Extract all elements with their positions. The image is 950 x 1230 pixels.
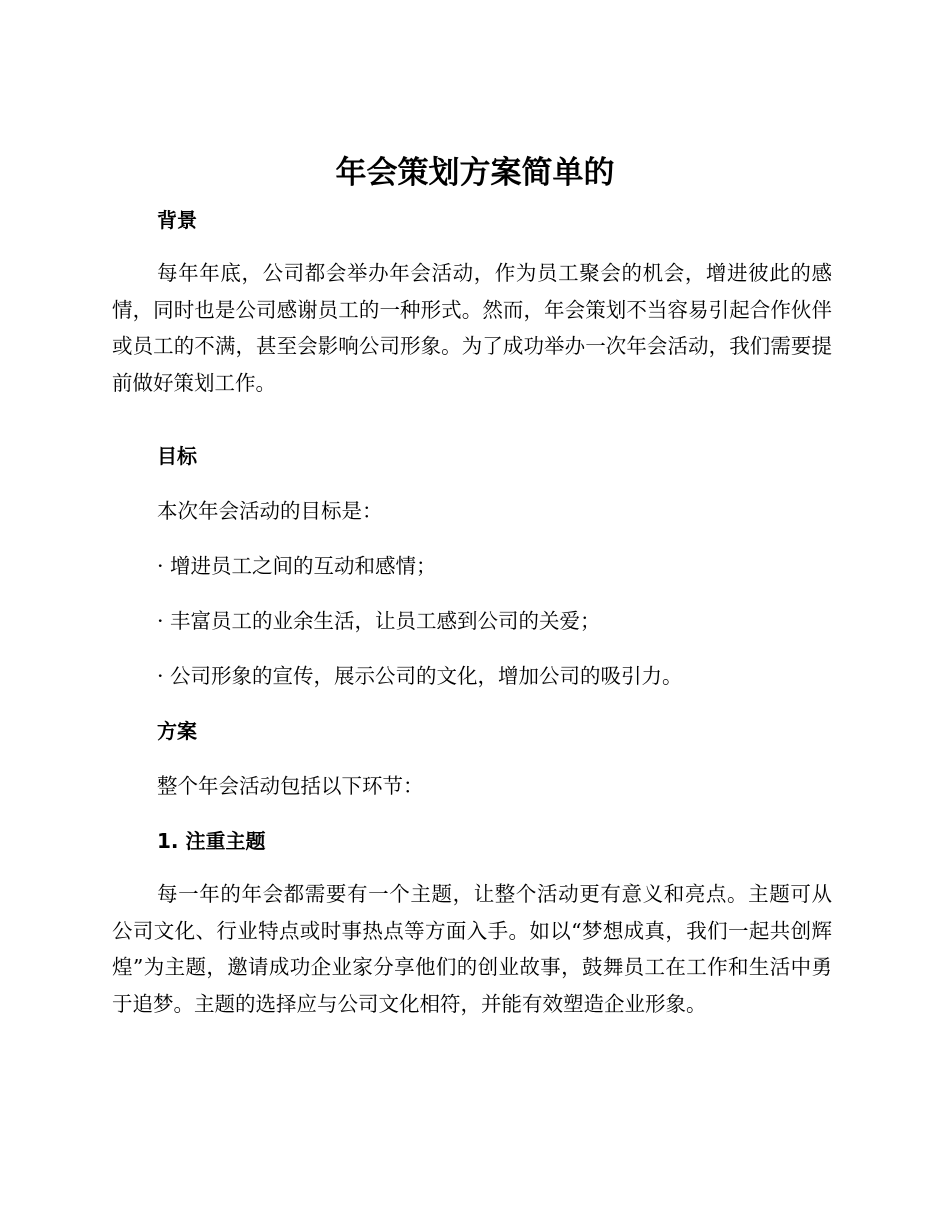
subheading-theme: 1. 注重主题 — [157, 829, 266, 853]
document-title: 年会策划方案简单的 — [335, 155, 615, 191]
goals-intro: 本次年会活动的目标是： — [157, 499, 383, 523]
heading-plan: 方案 — [157, 719, 197, 743]
plan-intro: 整个年会活动包括以下环节： — [157, 774, 424, 798]
goal-item-3: · 公司形象的宣传，展示公司的文化，增加公司的吸引力。 — [157, 664, 683, 688]
paragraph-theme: 每一年的年会都需要有一个主题，让整个活动更有意义和亮点。主题可从公司文化、行业特点或时事热点等方面入手。如以“梦想成真，我们一起共创辉煌”为主题，邀请成功企业家分享他们的创业故事，鼓舞员工在工作和生活中勇于追梦。主题的选择应与公司文化相符，并能有效塑造企业形象。 — [112, 882, 832, 1016]
heading-goals: 目标 — [157, 444, 197, 468]
paragraph-background: 每年年底，公司都会举办年会活动，作为员工聚会的机会，增进彼此的感情，同时也是公司感谢员工的一种形式。然而，年会策划不当容易引起合作伙伴或员工的不满，甚至会影响公司形象。为了成功举办一次年会活动，我们需要提前做好策划工作。 — [112, 261, 832, 395]
goal-item-1: · 增进员工之间的互动和感情； — [157, 554, 437, 578]
goal-item-2: · 丰富员工的业余生活，让员工感到公司的关爱； — [157, 609, 601, 633]
heading-background: 背景 — [157, 208, 197, 232]
